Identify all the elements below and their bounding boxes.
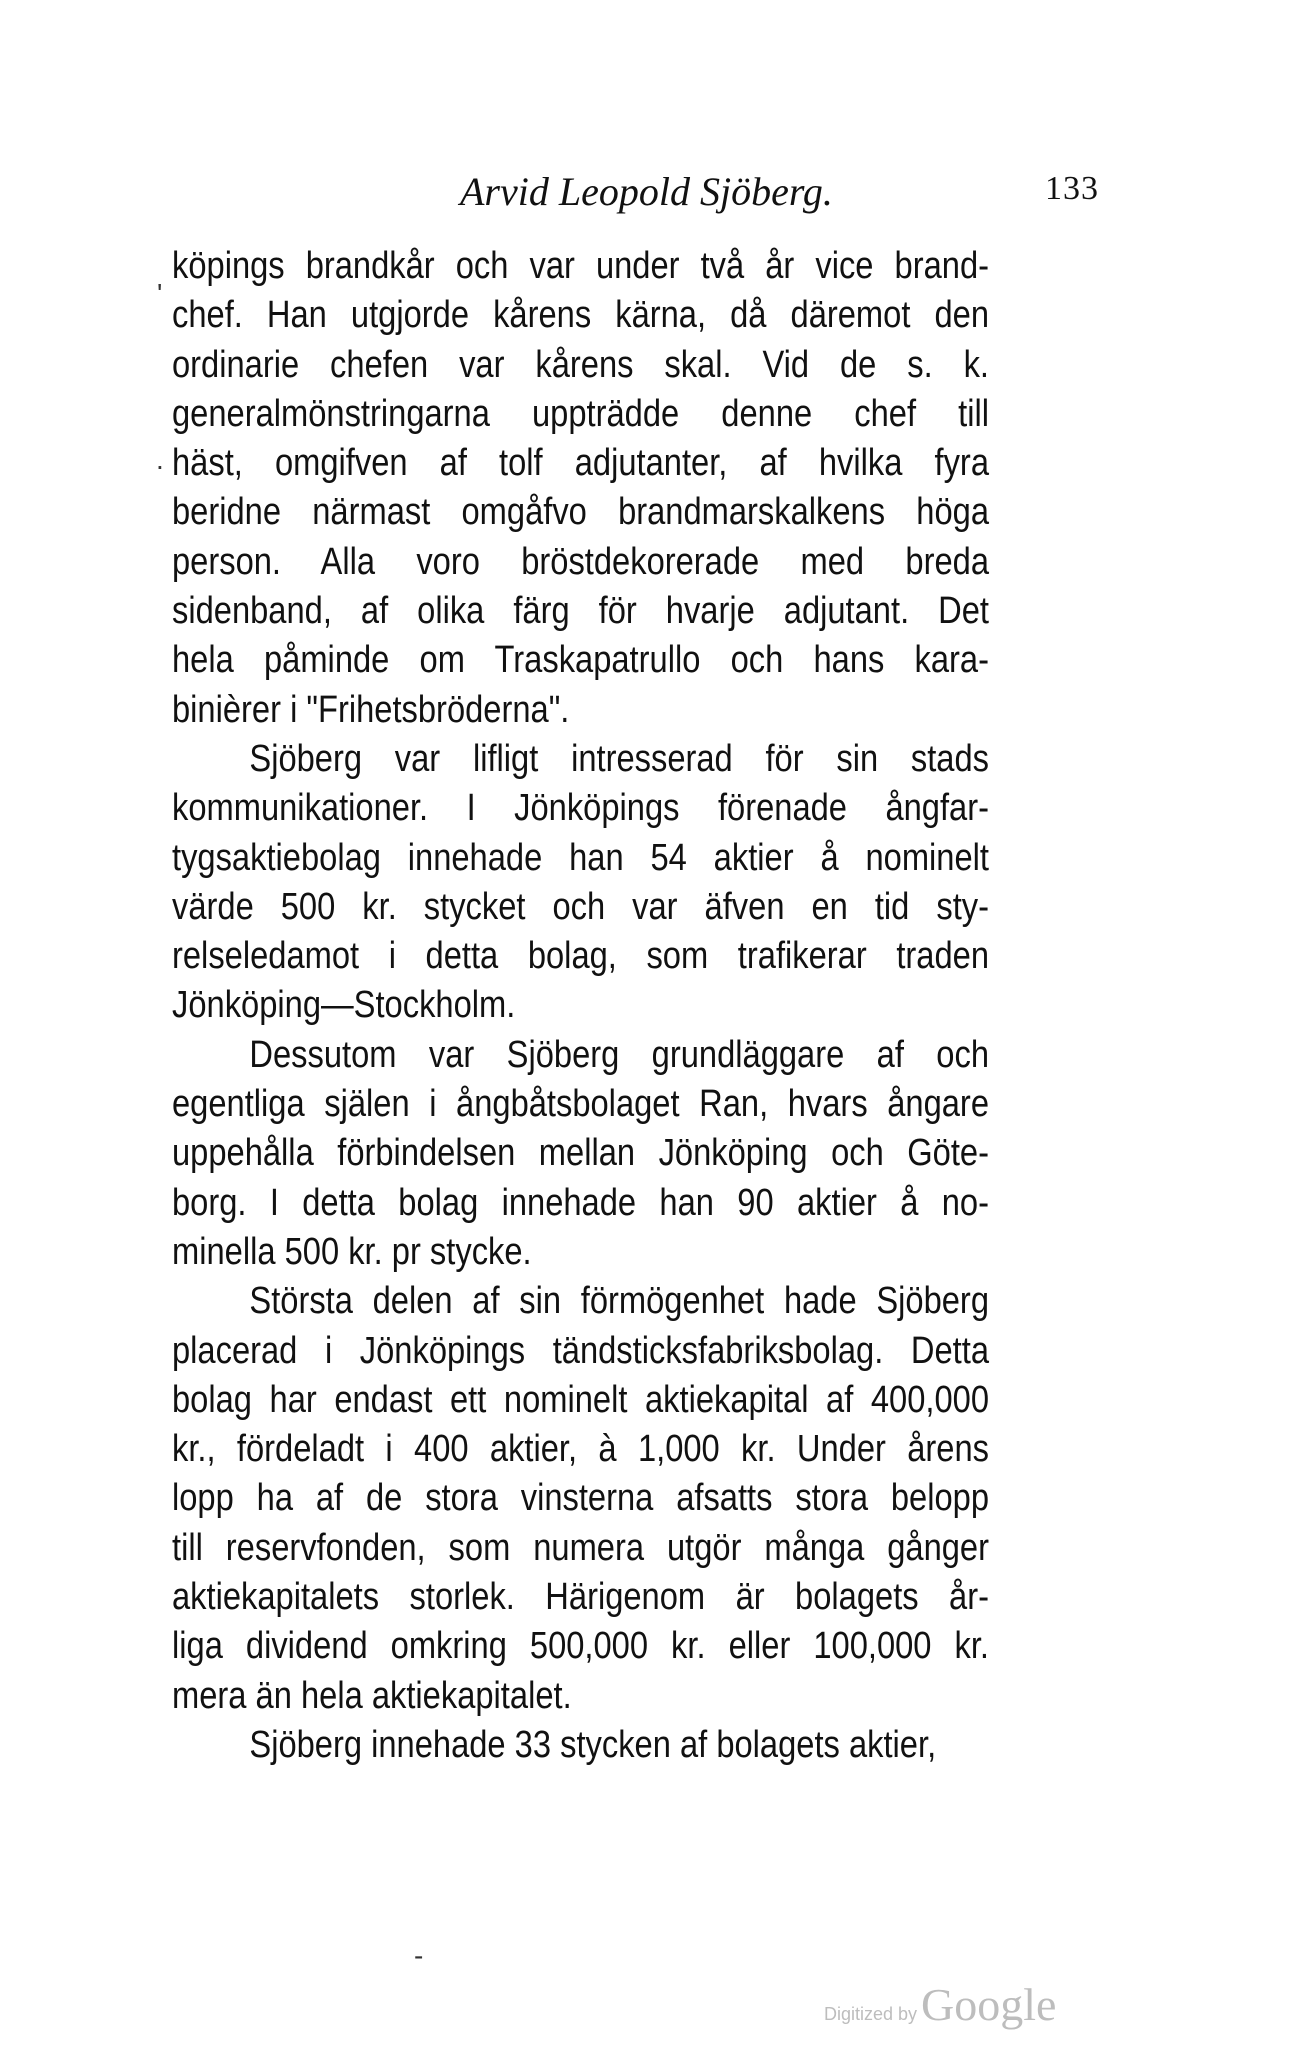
text-line: liga dividend omkring 500,000 kr. eller 100,000 kr. (172, 1625, 989, 1668)
text-line: aktiekapitalets storlek. Härigenom är bolagets år- (172, 1576, 989, 1619)
running-head (0, 168, 1300, 218)
page-number: 133 (1045, 170, 1099, 207)
text-line: sidenband, af olika färg för hvarje adjutant. Det (172, 590, 989, 633)
text-line: uppehålla förbindelsen mellan Jönköping och Göte- (172, 1132, 989, 1175)
text-line: hela påminde om Traskapatrullo och hans kara- (172, 639, 989, 682)
scan-mark: ' (157, 278, 163, 309)
text-line: beridne närmast omgåfvo brandmarskalkens höga (172, 491, 989, 534)
text-line: Dessutom var Sjöberg grundläggare af och (249, 1033, 989, 1076)
text-line: häst, omgifven af tolf adjutanter, af hvilka fyra (172, 442, 989, 485)
text-line: binièrer i "Frihetsbröderna". (172, 688, 570, 731)
watermark-prefix: Digitized by (824, 2004, 918, 2024)
scan-mark: - (414, 1940, 424, 1971)
text-line: egentliga själen i ångbåtsbolaget Ran, hvars ångare (172, 1083, 989, 1126)
text-line: bolag har endast ett nominelt aktiekapital af 400,000 (172, 1378, 989, 1421)
text-line: Sjöberg innehade 33 stycken af bolagets aktier, (249, 1723, 937, 1766)
text-line: kommunikationer. I Jönköpings förenade ångfar- (172, 787, 989, 830)
google-logo: Google (921, 1979, 1057, 2030)
text-line: lopp ha af de stora vinsterna afsatts stora belopp (172, 1477, 989, 1520)
body-text (172, 242, 989, 1770)
text-line: Största delen af sin förmögenhet hade Sjöberg (249, 1280, 989, 1323)
digitized-watermark (824, 1978, 1056, 2031)
text-line: köpings brandkår och var under två år vice brand- (172, 245, 989, 287)
text-line: minella 500 kr. pr stycke. (172, 1230, 532, 1273)
text-line: generalmönstringarna uppträdde denne chef till (172, 392, 989, 435)
text-line: mera än hela aktiekapitalet. (172, 1674, 572, 1717)
running-title: Arvid Leopold Sjöberg. (460, 169, 833, 214)
text-line: person. Alla voro bröstdekorerade med breda (172, 540, 989, 583)
text-line: Sjöberg var lifligt intresserad för sin stads (249, 737, 989, 780)
text-line: placerad i Jönköpings tändsticksfabriksbolag. Detta (172, 1329, 989, 1372)
text-line: ordinarie chefen var kårens skal. Vid de s. k. (172, 343, 989, 386)
text-line: kr., fördeladt i 400 aktier, à 1,000 kr. Under årens (172, 1428, 989, 1471)
scan-mark: . (156, 444, 164, 475)
text-line: relseledamot i detta bolag, som trafikerar traden (172, 935, 989, 978)
text-line: Jönköping—Stockholm. (172, 984, 516, 1027)
text-line: värde 500 kr. stycket och var äfven en tid sty- (172, 885, 989, 928)
text-line: till reservfonden, som numera utgör många gånger (172, 1526, 989, 1569)
text-line: tygsaktiebolag innehade han 54 aktier å nominelt (172, 836, 989, 879)
text-line: borg. I detta bolag innehade han 90 aktier å no- (172, 1181, 989, 1224)
text-line: chef. Han utgjorde kårens kärna, då däremot den (172, 294, 989, 337)
